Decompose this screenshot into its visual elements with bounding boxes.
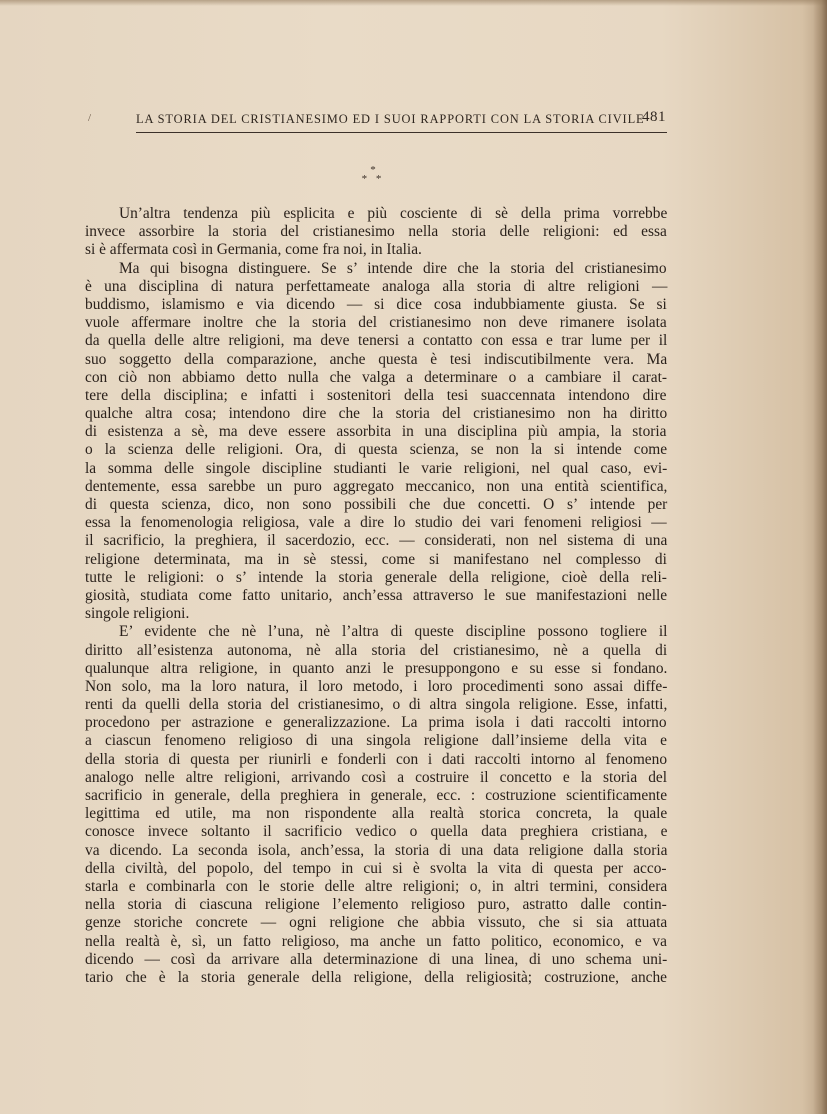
text-line: tutte le religioni: o s’ intende la storia generale della religione, cioè della reli- bbox=[85, 568, 667, 586]
page-right-edge bbox=[813, 0, 827, 1114]
text-line: è una disciplina di natura perfettameate analoga alla storia di altre religioni — bbox=[85, 277, 668, 295]
text-line: genze storiche concrete — ogni religione che abbia vissuto, che si sia attuata bbox=[85, 914, 668, 932]
text-line: dentemente, essa sarebbe un puro aggregato meccanico, non una entità scientifica, bbox=[85, 477, 668, 495]
text-line: vuole affermare inoltre che la storia del cristianesimo non deve rimanere isolata bbox=[85, 314, 667, 332]
text-line: sacrificio in generale, della preghiera in generale, ecc. : costruzione scientificamente bbox=[85, 787, 668, 804]
text-line: nella realtà è, sì, un fatto religioso, ma anche un fatto politico, economico, e va bbox=[85, 932, 667, 950]
text-line: di questa scienza, dico, non sono possibili che due concetti. O s’ intende per bbox=[85, 496, 668, 513]
running-head bbox=[136, 109, 666, 129]
text-line: Un’altra tendenza più esplicita e più cosciente di sè della prima vorrebbe bbox=[119, 205, 668, 222]
body-text bbox=[85, 205, 667, 987]
text-line: della civiltà, del popolo, del tempo in cui si è svolta la vita di questa per acco- bbox=[85, 859, 667, 877]
asterism-bottom: * * bbox=[361, 173, 385, 185]
text-line: Non solo, ma la loro natura, il loro metodo, i loro procedimenti sono assai diffe- bbox=[85, 677, 668, 695]
asterism-top: * bbox=[370, 164, 376, 176]
text-line: a ciascun fenomeno religioso di una singola religione dall’insieme della vita e bbox=[85, 732, 667, 750]
text-line: diritto all’esistenza autonoma, nè alla storia del cristianesimo, nè a quella di bbox=[85, 641, 668, 659]
text-line: da quella delle altre religioni, ma deve tenersi a contatto con essa e trar lume per il bbox=[85, 332, 668, 350]
text-line: nella storia di ciascuna religione l’elemento religioso puro, astratto dalle contin- bbox=[85, 896, 667, 914]
page-number: 481 bbox=[642, 109, 666, 125]
text-line: religione determinata, ma in sè stessi, come si manifestano nel complesso di bbox=[85, 550, 667, 568]
text-line: o la scienza delle religioni. Ora, di questa scienza, se non la si intende come bbox=[85, 441, 668, 459]
text-line: buddismo, islamismo e via dicendo — si dice cosa indubbiamente giusta. Se si bbox=[85, 295, 667, 313]
text-line: con ciò non abbiamo detto nulla che valga a determinare o a cambiare il carat- bbox=[85, 368, 668, 386]
text-line: essa la fenomenologia religiosa, vale a dire lo studio dei vari fenomeni religiosi — bbox=[85, 514, 667, 532]
running-head-title: LA STORIA DEL CRISTIANESIMO ED I SUOI RAPPORTI CON LA STORIA CIVILE bbox=[136, 112, 645, 126]
text-line: renti da quelli della storia del cristianesimo, o di altra singola religione. Esse, infatti, bbox=[85, 696, 668, 714]
text-line: Ma qui bisogna distinguere. Se s’ intende dire che la storia del cristianesimo bbox=[119, 259, 667, 277]
header-rule bbox=[136, 132, 667, 133]
text-line: della storia di questa per riunirli e fonderli con i dati raccolti intorno al fenomeno bbox=[85, 750, 668, 768]
text-line: qualunque altra religione, in quanto anzi le presuppongono e su esse si fondano. bbox=[85, 659, 668, 677]
text-line: giosità, studiata come fatto unitario, anch’essa attraverso le sue manifestazioni nelle bbox=[85, 586, 668, 604]
text-line: legittima ed utile, ma non rispondente alla realtà storica concreta, la quale bbox=[85, 805, 668, 823]
text-line: conosce invece soltanto il sacrificio vedico o quella data preghiera cristiana, e bbox=[85, 823, 668, 841]
text-line: si è affermata così in Germania, come fra noi, in Italia. bbox=[85, 241, 422, 259]
text-line: la somma delle singole discipline studianti le varie religioni, nel qual caso, evi- bbox=[85, 459, 668, 477]
text-line: starla e combinarla con le storie delle altre religioni; o, in altri termini, considera bbox=[85, 877, 668, 895]
text-line: singole religioni. bbox=[85, 605, 190, 623]
text-line: va dicendo. La seconda isola, anch’essa, la storia di una data religione dalla storia bbox=[85, 841, 668, 859]
text-line: tario che è la storia generale della religione, della religiosità; costruzione, anche bbox=[85, 968, 668, 986]
asterism-divider bbox=[358, 166, 388, 190]
text-line: qualche altra cosa; intendono dire che la storia del cristianesimo non ha diritto bbox=[85, 405, 668, 423]
text-line: suo soggetto della comparazione, anche questa è tesi indiscutibilmente vera. Ma bbox=[85, 350, 668, 368]
text-line: E’ evidente che nè l’una, nè l’altra di queste discipline possono togliere il bbox=[119, 623, 668, 641]
text-line: di esistenza a sè, ma deve essere assorbita in una disciplina più ampia, la storia bbox=[85, 423, 667, 441]
margin-mark: / bbox=[88, 112, 92, 124]
text-line: analogo nelle altre religioni, arrivando così a costruire il concetto e la storia del bbox=[85, 768, 668, 786]
text-line: tere della disciplina; e infatti i sostenitori della tesi suaccennata intendono dire bbox=[85, 386, 667, 404]
page-top-edge bbox=[0, 0, 827, 6]
text-line: dicendo — così da arrivare alla determinazione di una linea, di uno schema uni- bbox=[85, 950, 668, 968]
text-line: procedono per astrazione e generalizzazione. La prima isola i dati raccolti intorno bbox=[85, 714, 667, 732]
text-line: il sacrificio, la preghiera, il sacerdozio, ecc. — considerati, non nel sistema di una bbox=[85, 532, 668, 550]
text-line: invece assorbire la storia del cristianesimo nella storia delle religioni: ed essa bbox=[85, 223, 667, 241]
